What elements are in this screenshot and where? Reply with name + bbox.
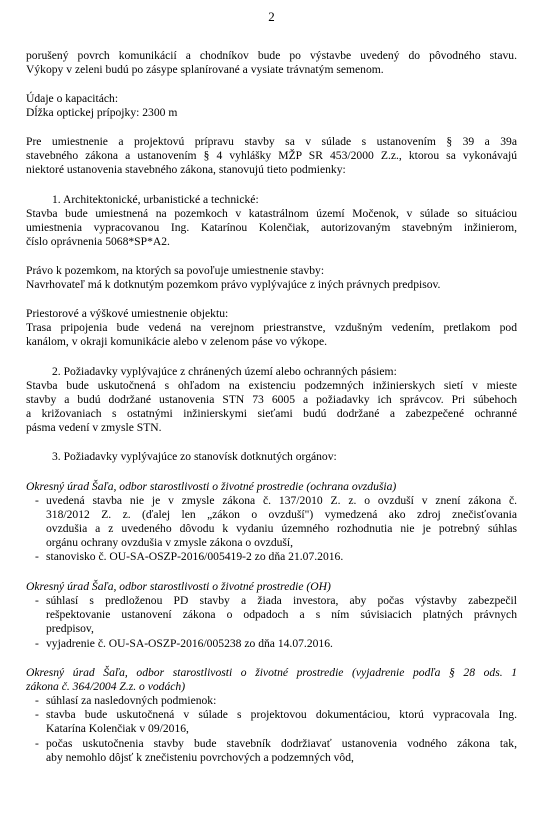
text-line: Výkopy v zeleni budú po zásype splanírované a vysiate trávnatým semenom. — [26, 63, 384, 76]
text-line: uvedená stavba nie je v zmysle zákona č. 137/2010 Z. z. o ovzduší v znení zákona č. — [46, 494, 517, 507]
text-line: Stavba bude umiestnená na pozemkoch v katastrálnom území Močenok, v súlade so situáciou — [26, 207, 517, 220]
numbered-heading: 3. Požiadavky vyplývajúce zo stanovísk dotknutých orgánov: — [52, 450, 337, 463]
text-line: vyjadrenie č. OU-SA-OSZP-2016/005238 zo dňa 14.07.2016. — [46, 637, 333, 650]
bullet-dash: - — [35, 550, 39, 563]
authority-heading: Okresný úrad Šaľa, odbor starostlivosti o životné prostredie (ochrana ovzdušia) — [26, 480, 397, 493]
text-line: Trasa pripojenia bude vedená na verejnom priestranstve, vzdušným vedením, pretlakom pod — [26, 321, 517, 334]
text-line: a križovaniach s ostatnými inžinierskymi sieťami budú dodržané a zabezpečené ochranné — [26, 407, 517, 420]
text-line: stavba bude uskutočnená v súlade s projektovou dokumentáciou, ktorú vypracovala Ing. — [46, 708, 517, 721]
text-line: umiestnenia vypracovanou Ing. Katarínou Kolenčiak, autorizovaným stavebným inžinierom, — [26, 221, 517, 234]
bullet-dash: - — [35, 737, 39, 750]
text-line: porušený povrch komunikácií a chodníkov bude po výstavbe uvedený do pôvodného stavu. — [26, 49, 517, 62]
text-line: súhlasí za nasledovných podmienok: — [46, 694, 217, 707]
text-line: niektoré ustanovenia stavebného zákona, stanovujú tieto podmienky: — [26, 163, 346, 176]
section-heading: Údaje o kapacitách: — [26, 92, 119, 105]
text-line: stanovisko č. OU-SA-OSZP-2016/005419-2 zo dňa 21.07.2016. — [46, 550, 344, 563]
bullet-dash: - — [35, 708, 39, 721]
text-line: pásma vedení v zmysle STN. — [26, 421, 162, 434]
text-line: súhlasí s predloženou PD stavby a žiada investora, aby počas výstavby zabezpečil — [46, 594, 517, 607]
text-line: 318/2012 Z. z. (ďalej len „zákon o ovzduší") vymedzená ako zdroj znečisťovania — [46, 508, 517, 521]
bullet-dash: - — [35, 637, 39, 650]
text-line: počas uskutočnenia stavby bude stavebník dodržiavať ustanovenia vodného zákona tak, — [46, 737, 517, 750]
text-line: rešpektovanie ustanovení zákona o odpadoch a s ním súvisiacich platných právnych — [46, 608, 517, 621]
authority-heading: zákona č. 364/2004 Z.z. o vodách) — [26, 680, 186, 693]
authority-heading: Okresný úrad Šaľa, odbor starostlivosti o životné prostredie (vyjadrenie podľa § 28 ods. 1 — [26, 666, 517, 679]
text-line: kanálom, v okraji komunikácie alebo v zelenom páse vo výkope. — [26, 335, 328, 348]
text-line: predpisov, — [46, 622, 94, 635]
authority-heading: Okresný úrad Šaľa, odbor starostlivosti o životné prostredie (OH) — [26, 580, 331, 593]
bullet-dash: - — [35, 494, 39, 507]
numbered-heading: 1. Architektonické, urbanistické a technické: — [52, 193, 259, 206]
page-number: 2 — [268, 9, 275, 24]
bullet-dash: - — [35, 694, 39, 707]
text-line: ovzdušia a z uvedeného dôvodu k vydaniu územného rozhodnutia nie je potrebný súhlas — [46, 522, 517, 535]
text-line: Navrhovateľ má k dotknutým pozemkom právo vyplývajúce z iných právnych predpisov. — [26, 278, 441, 291]
numbered-heading: 2. Požiadavky vyplývajúce z chránených území alebo ochranných pásiem: — [52, 365, 397, 378]
text-line: Pre umiestnenie a projektovú prípravu stavby sa v súlade s ustanovením § 39 a 39a — [26, 135, 517, 148]
text-line: Katarína Kolenčiak v 09/2016, — [46, 722, 189, 735]
text-line: Stavba bude uskutočnená s ohľadom na existenciu podzemných inžinierskych sietí v mieste — [26, 379, 517, 392]
text-line: stavebného zákona a ustanovením § 4 vyhlášky MŽP SR 453/2000 Z.z., ktorou sa vykonávajú — [26, 149, 517, 162]
section-heading: Právo k pozemkom, na ktorých sa povoľuje umiestnenie stavby: — [26, 264, 325, 277]
text-line: Dĺžka optickej prípojky: 2300 m — [26, 106, 178, 119]
bullet-dash: - — [35, 594, 39, 607]
text-line: orgánu ochrany ovzdušia v zmysle zákona o ovzduší, — [46, 536, 294, 549]
text-line: aby nemohlo dôjsť k znečisteniu povrchových a podzemných vôd, — [46, 751, 354, 764]
text-line: stavby a budú dodržané ustanovenia STN 73 6005 a požiadavky ich správcov. Pri súbehoch — [26, 393, 517, 406]
text-line: číslo oprávnenia 5068*SP*A2. — [26, 235, 170, 248]
section-heading: Priestorové a výškové umiestnenie objektu: — [26, 307, 229, 320]
